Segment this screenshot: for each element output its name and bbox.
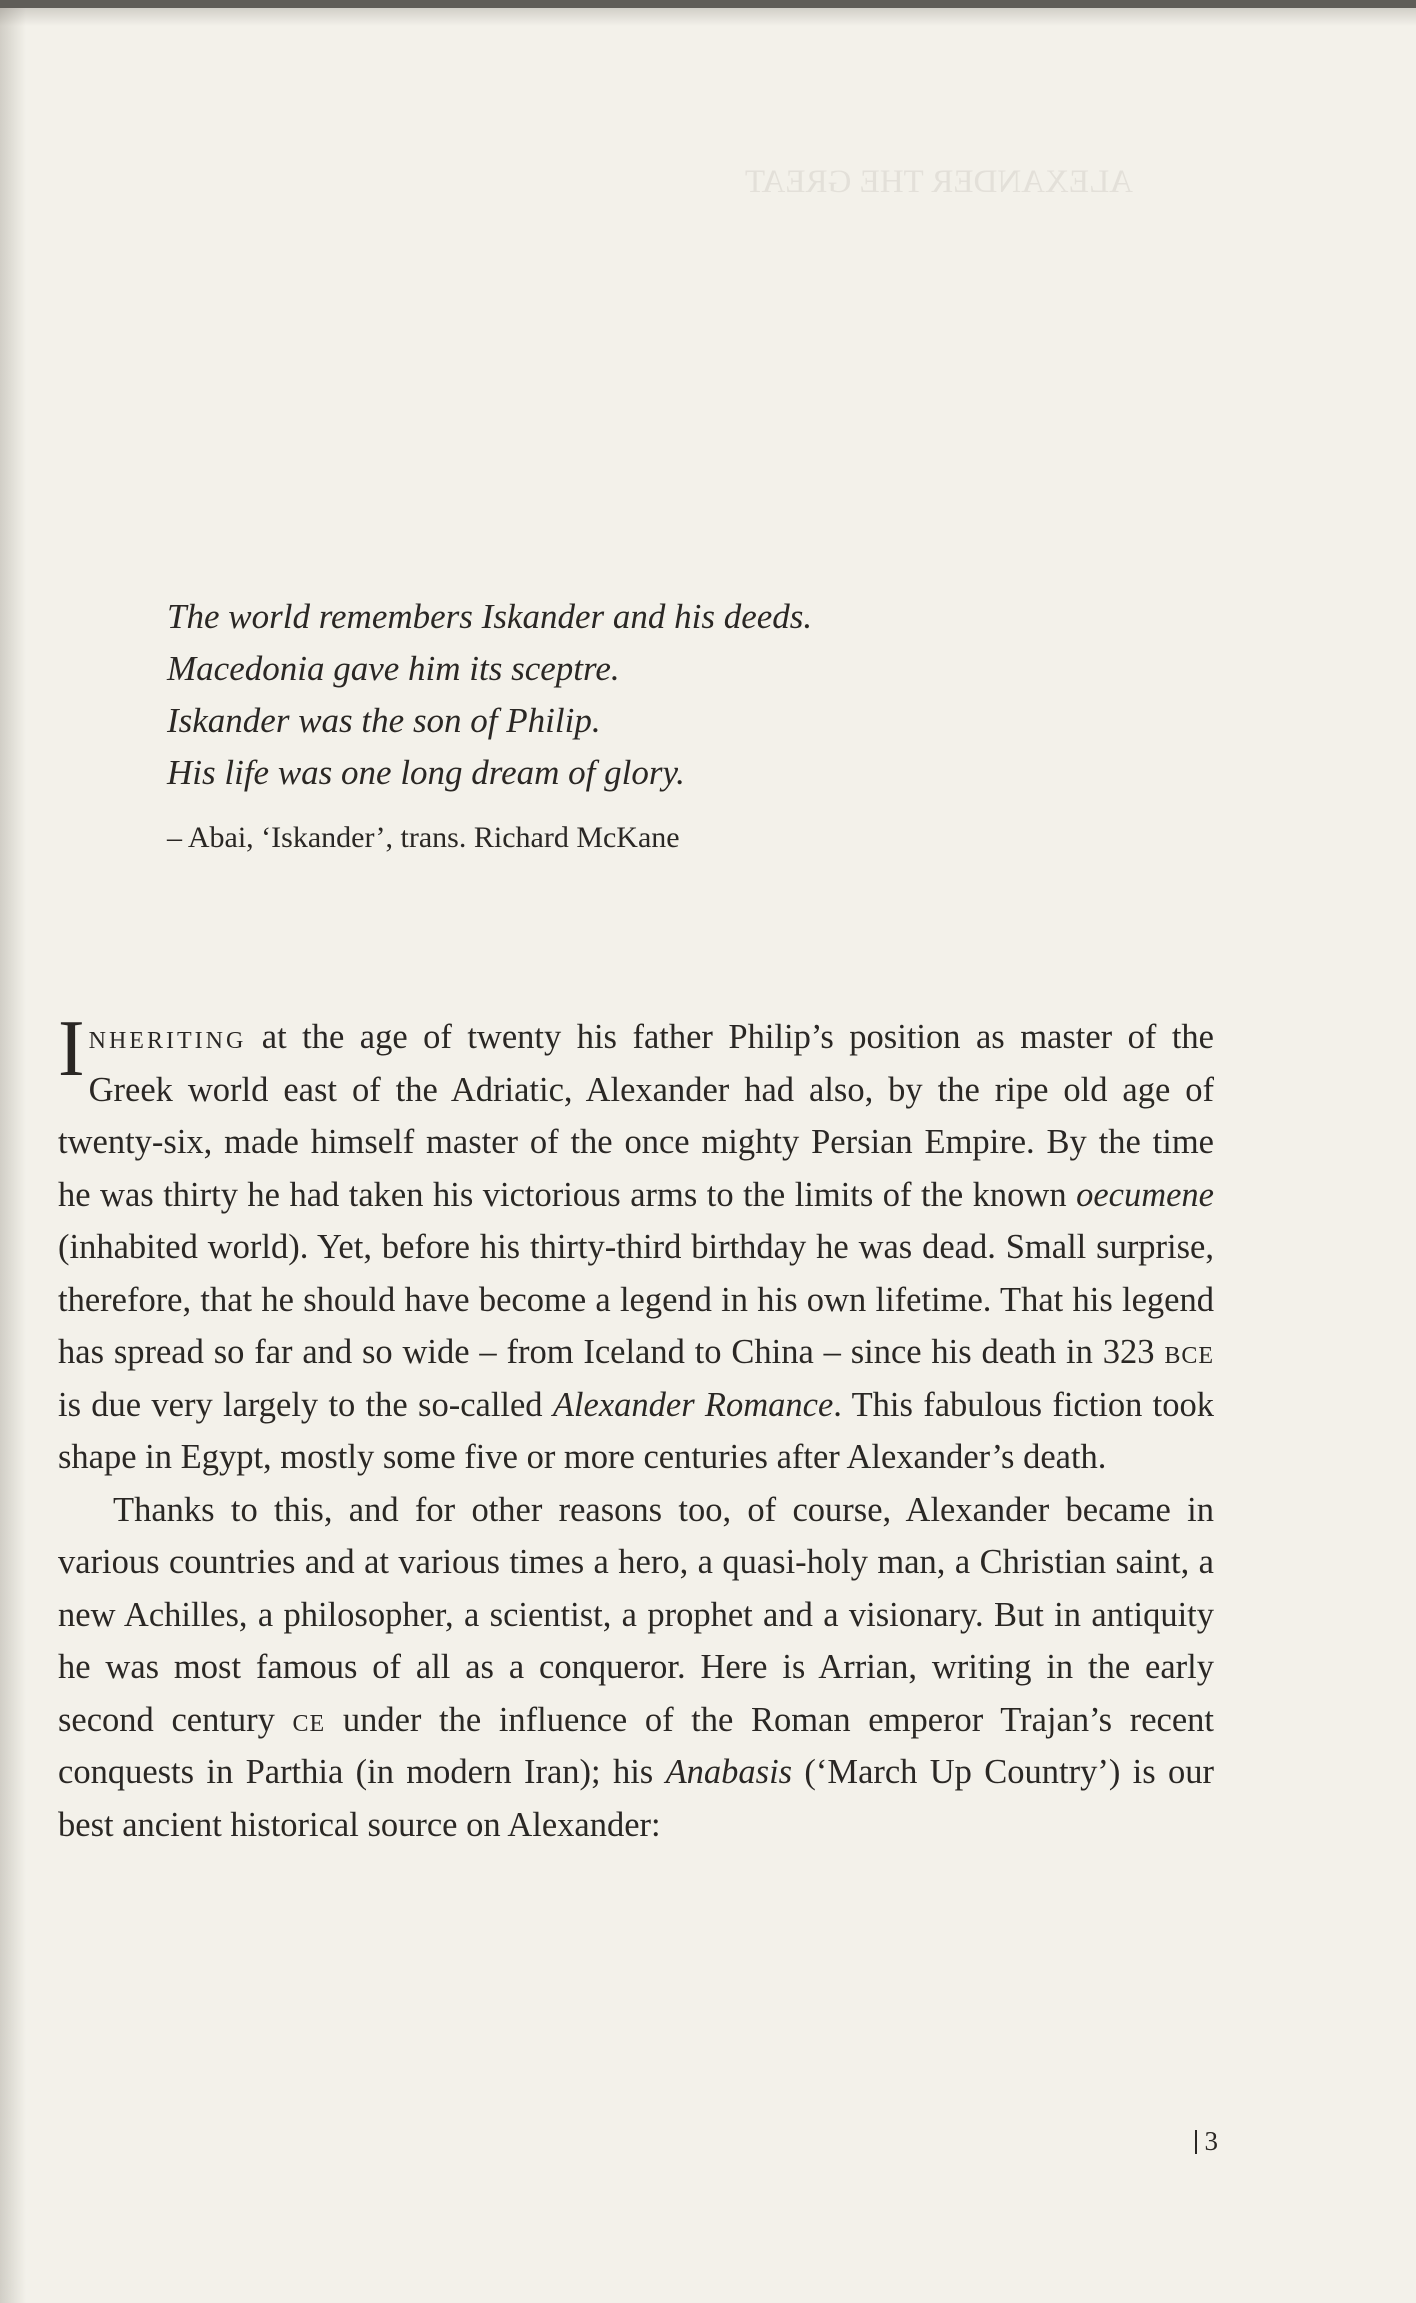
epigraph-attribution: – Abai, ‘Iskander’, trans. Richard McKane — [167, 821, 680, 854]
paragraph-text: (‘March Up Country’) is our best ancient historical source on Alexander: — [58, 1753, 1214, 1844]
book-page — [0, 8, 1416, 2303]
paragraph-text: Thanks to this, and for other reasons too, of course, Alexander became in various countries and at various times a hero, a quasi-holy man, a Christian saint, a new Achilles, a philosopher, a scientist, a prophet and a visionary. But in antiquity he was most famous of all as a conqueror. Here is Arrian, writing in the early second century — [58, 1490, 1214, 1739]
paragraph-text: (inhabited world). Yet, before his thirty-third birthday he was dead. Small surprise, therefore, that he should have become a legend in his own lifetime. That his legend has spread so far and so wide – from Iceland to China – since his death in 323 — [58, 1228, 1214, 1371]
epigraph-line: Macedonia gave him its sceptre. — [167, 649, 620, 688]
italic-title: Alexander Romance — [552, 1385, 834, 1424]
paragraph-text: under the influence of the Roman emperor Trajan’s recent conquests in Parthia (in modern Iran); his — [58, 1700, 1214, 1791]
paragraph-text: . This fabulous fiction took shape in Egypt, mostly some five or more centuries after Alexander’s death. — [58, 1385, 1215, 1476]
body-text — [58, 1005, 1215, 1851]
era-abbreviation: ce — [292, 1700, 326, 1739]
era-abbreviation: bce — [1164, 1333, 1214, 1371]
drop-cap: I — [58, 1005, 85, 1093]
page-folio — [1195, 2126, 1219, 2157]
epigraph-line: The world remembers Iskander and his deeds. — [167, 597, 813, 636]
page-number: 3 — [1204, 2126, 1218, 2156]
paragraph-text: is due very largely to the so-called — [58, 1385, 553, 1424]
epigraph-line: Iskander was the son of Philip. — [167, 701, 601, 740]
paragraph — [58, 1005, 1215, 1484]
italic-term: oecumene — [1076, 1175, 1214, 1214]
epigraph-line: His life was one long dream of glory. — [167, 753, 685, 792]
opening-small-caps: nheriting — [88, 1018, 247, 1056]
paragraph-text: at the age of twenty his father Philip’s position as master of the Greek world east of the Adriatic, Alexander had also, by the ripe old age of twenty-six, made himself master of the once mighty Persian Empire. By the time he was thirty he had taken his victorious arms to the limits of the known — [58, 1018, 1214, 1214]
folio-rule — [1195, 2130, 1197, 2154]
paragraph — [58, 1484, 1214, 1852]
epigraph — [167, 591, 1167, 855]
italic-title: Anabasis — [665, 1753, 793, 1791]
show-through-text: ALEXANDER THE GREAT — [745, 164, 1134, 200]
